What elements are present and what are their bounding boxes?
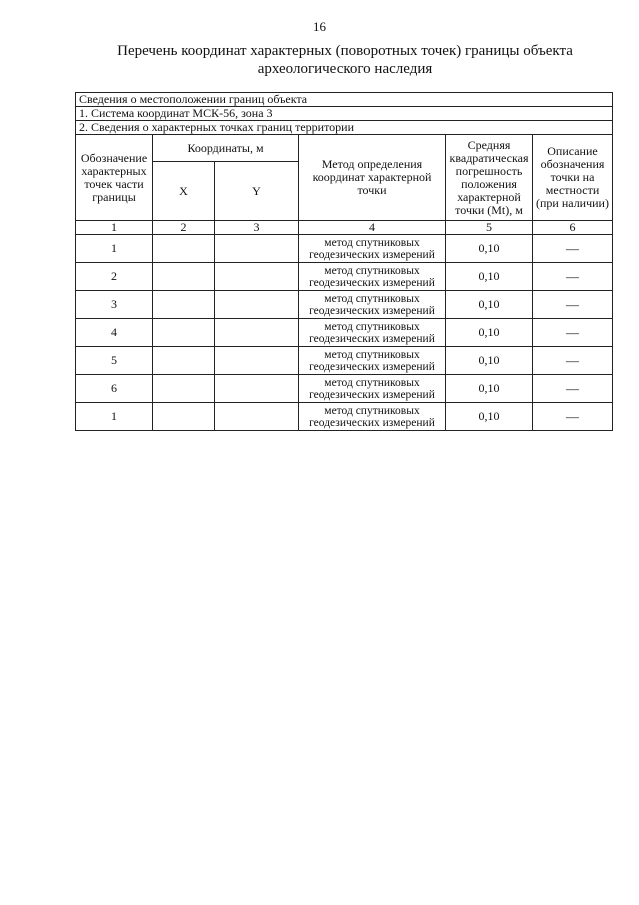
- header-y: Y: [215, 162, 299, 221]
- y-coordinate-cell: [215, 375, 299, 403]
- table-row: [76, 347, 613, 375]
- table-row: [76, 375, 613, 403]
- method-cell: метод спутниковых геодезических измерений: [299, 291, 446, 319]
- x-coordinate-cell: [153, 263, 215, 291]
- error-cell: 0,10: [446, 291, 533, 319]
- y-coordinate-cell: [215, 347, 299, 375]
- header-method: Метод определения координат характерной точки: [299, 135, 446, 221]
- point-cell: 2: [76, 263, 153, 291]
- column-number: 6: [533, 221, 613, 235]
- info-row-coordinate-system: 1. Система координат МСК-56, зона 3: [76, 107, 613, 121]
- method-cell: метод спутниковых геодезических измерений: [299, 319, 446, 347]
- x-coordinate-cell: [153, 291, 215, 319]
- description-cell: —: [533, 375, 613, 403]
- table-row: [76, 263, 613, 291]
- method-cell: метод спутниковых геодезических измерений: [299, 347, 446, 375]
- error-cell: 0,10: [446, 403, 533, 431]
- method-cell: метод спутниковых геодезических измерений: [299, 375, 446, 403]
- table-row: [76, 319, 613, 347]
- point-cell: 6: [76, 375, 153, 403]
- y-coordinate-cell: [215, 403, 299, 431]
- point-cell: 1: [76, 403, 153, 431]
- y-coordinate-cell: [215, 263, 299, 291]
- header-description: Описание обозначения точки на местности (при наличии): [533, 135, 613, 221]
- point-cell: 3: [76, 291, 153, 319]
- table-row: [76, 403, 613, 431]
- header-x: X: [153, 162, 215, 221]
- y-coordinate-cell: [215, 291, 299, 319]
- x-coordinate-cell: [153, 235, 215, 263]
- header-error: Средняя квадратическая погрешность положения характерной точки (Mt), м: [446, 135, 533, 221]
- x-coordinate-cell: [153, 375, 215, 403]
- table-row: [76, 235, 613, 263]
- document-title-line-2: археологического наследия: [257, 61, 433, 77]
- x-coordinate-cell: [153, 319, 215, 347]
- error-cell: 0,10: [446, 263, 533, 291]
- error-cell: 0,10: [446, 347, 533, 375]
- error-cell: 0,10: [446, 375, 533, 403]
- column-number: 1: [76, 221, 153, 235]
- x-coordinate-cell: [153, 403, 215, 431]
- column-number-row: [76, 221, 613, 235]
- description-cell: —: [533, 291, 613, 319]
- y-coordinate-cell: [215, 319, 299, 347]
- column-number: 5: [446, 221, 533, 235]
- info-row-location: Сведения о местоположении границ объекта: [76, 93, 613, 107]
- document-title-line-1: Перечень координат характерных (поворотных точек) границы объекта: [117, 43, 573, 59]
- error-cell: 0,10: [446, 235, 533, 263]
- column-number: 3: [215, 221, 299, 235]
- header-designation: Обозначение характерных точек части границы: [76, 135, 153, 221]
- error-cell: 0,10: [446, 319, 533, 347]
- info-row-points-info: 2. Сведения о характерных точках границ территории: [76, 121, 613, 135]
- column-number: 2: [153, 221, 215, 235]
- table-row: [76, 291, 613, 319]
- point-cell: 1: [76, 235, 153, 263]
- page-number: 16: [313, 19, 326, 34]
- method-cell: метод спутниковых геодезических измерений: [299, 263, 446, 291]
- point-cell: 5: [76, 347, 153, 375]
- y-coordinate-cell: [215, 235, 299, 263]
- description-cell: —: [533, 263, 613, 291]
- x-coordinate-cell: [153, 347, 215, 375]
- header-coordinates: Координаты, м: [153, 135, 299, 162]
- description-cell: —: [533, 319, 613, 347]
- document-title: [70, 42, 620, 78]
- coordinates-table: [75, 92, 613, 431]
- method-cell: метод спутниковых геодезических измерений: [299, 235, 446, 263]
- column-number: 4: [299, 221, 446, 235]
- description-cell: —: [533, 347, 613, 375]
- point-cell: 4: [76, 319, 153, 347]
- description-cell: —: [533, 235, 613, 263]
- description-cell: —: [533, 403, 613, 431]
- method-cell: метод спутниковых геодезических измерений: [299, 403, 446, 431]
